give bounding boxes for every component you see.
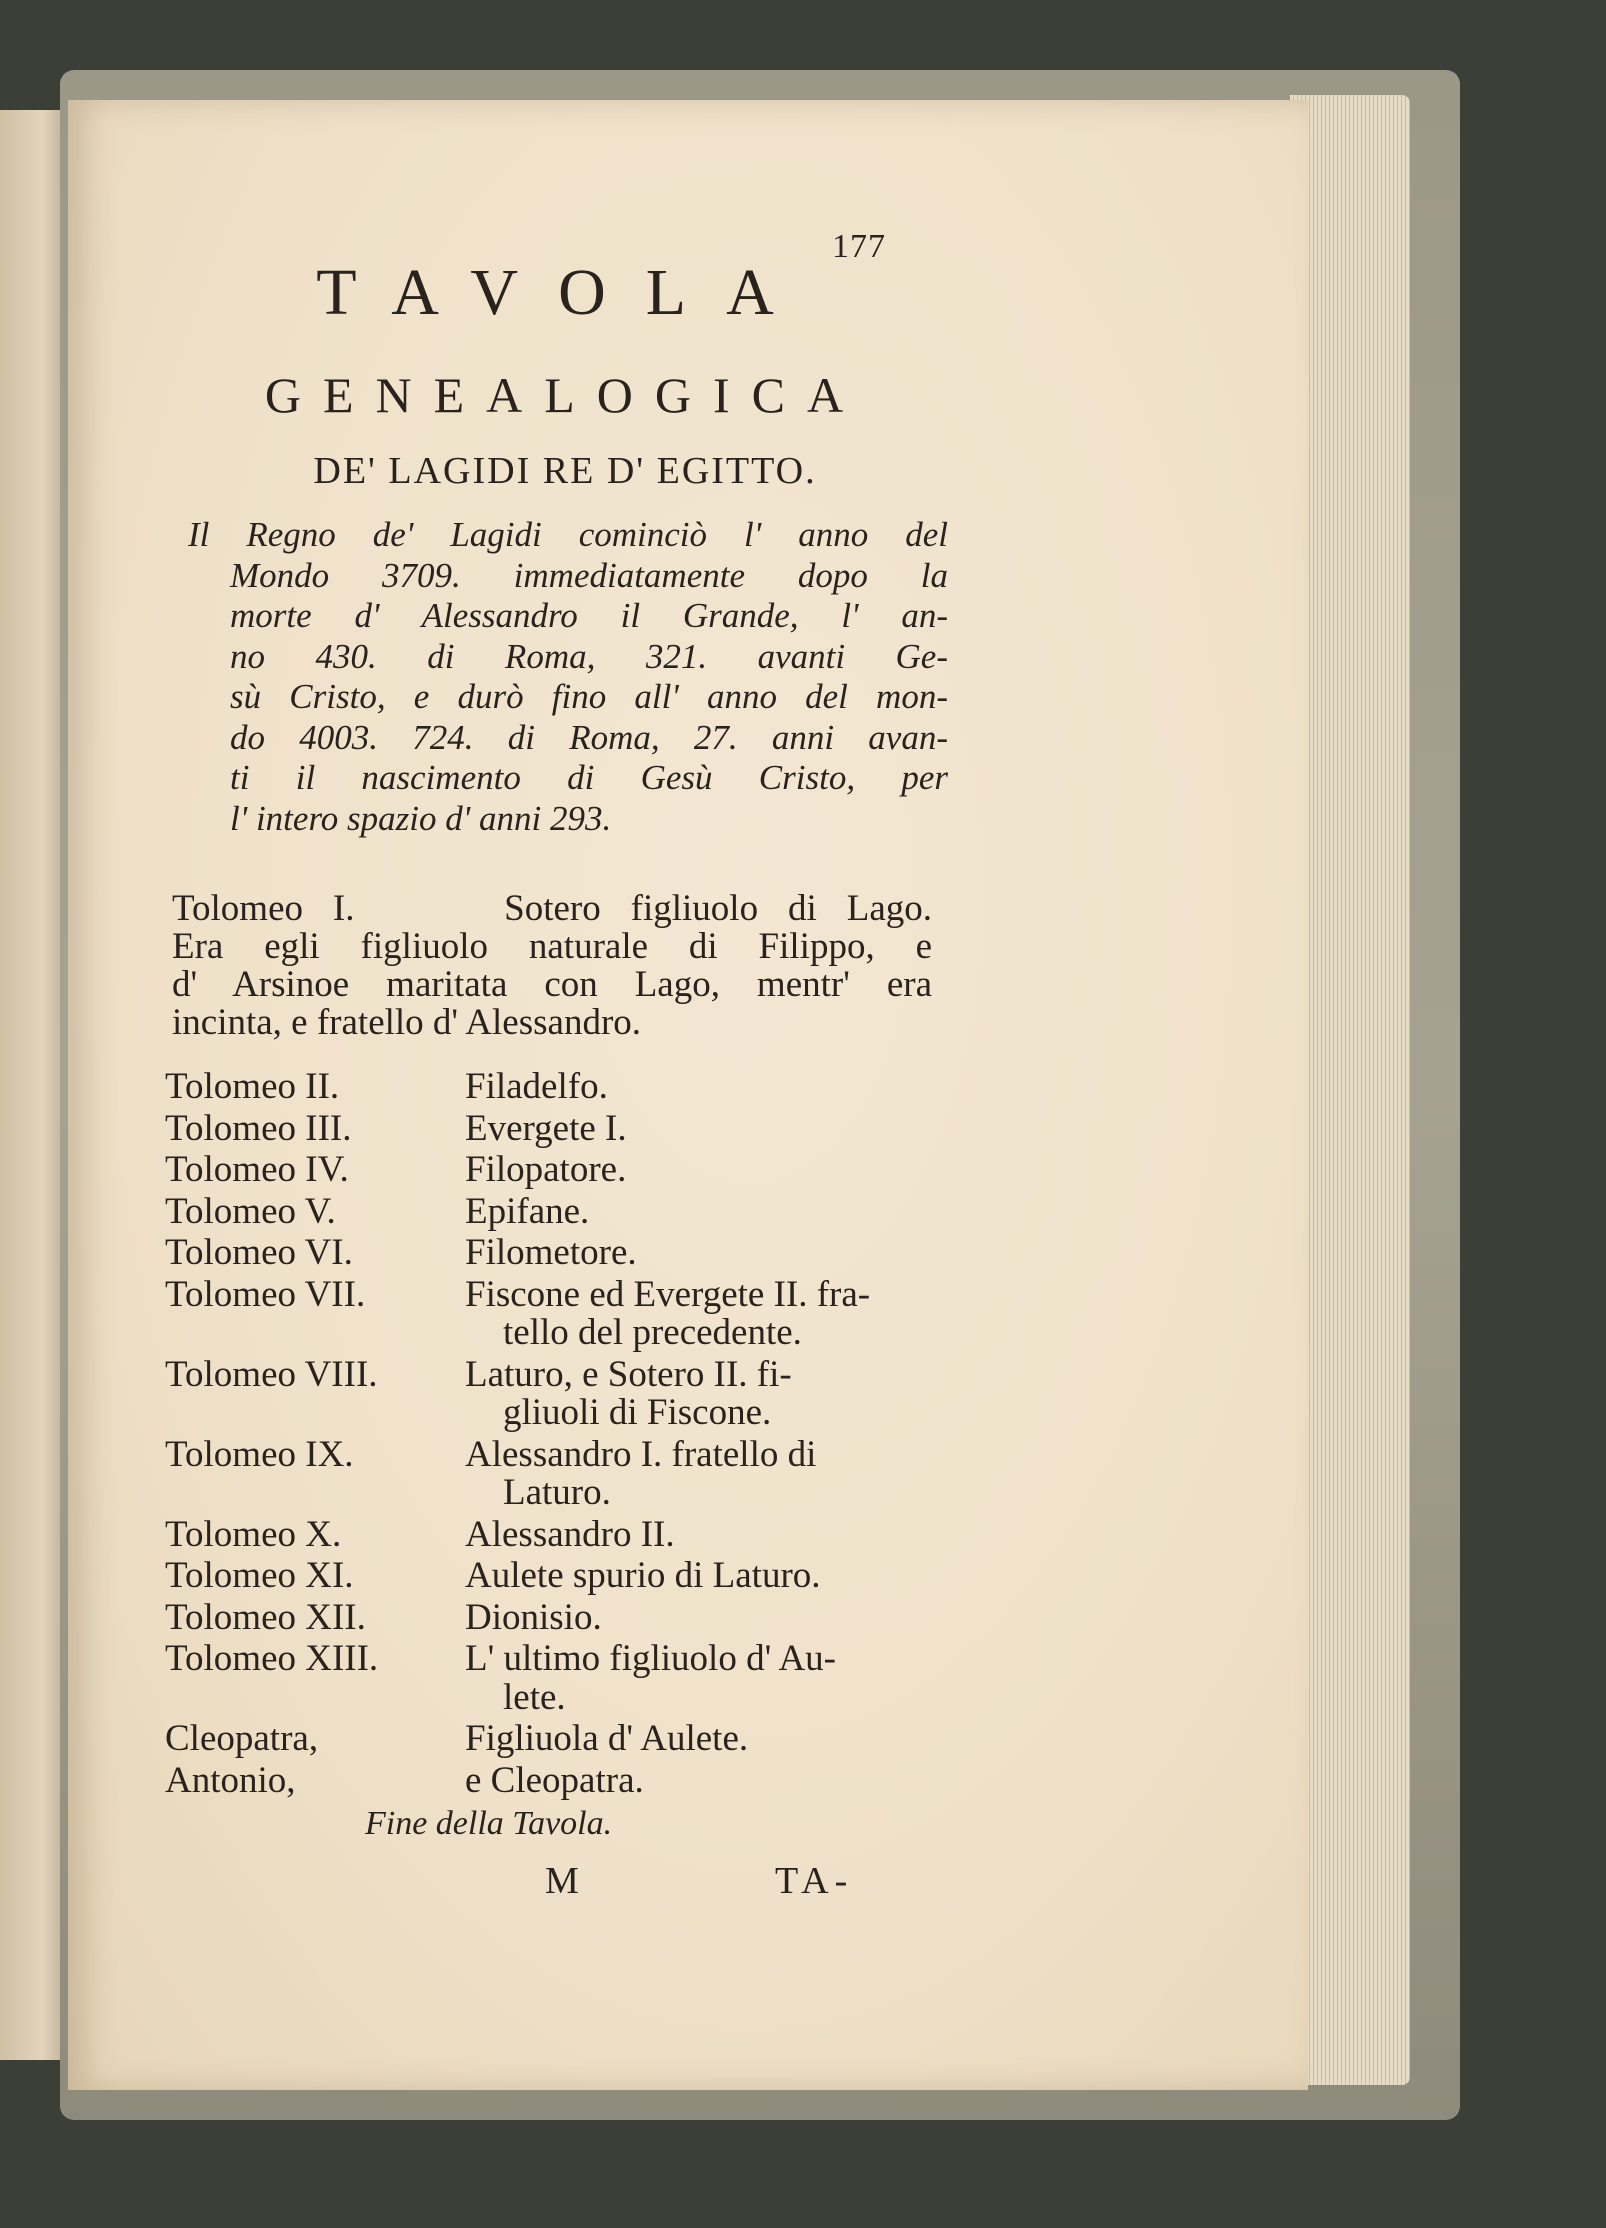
para-line: incinta, e fratello d' Alessandro.	[172, 1002, 642, 1043]
table-row	[165, 1557, 965, 1596]
ruler-description	[465, 1513, 925, 1555]
ruler-description	[465, 1596, 925, 1638]
ruler-name: Antonio,	[165, 1759, 296, 1801]
table-row	[165, 1273, 965, 1353]
para-line: Era egli figliuolo naturale di Filippo, e	[172, 926, 932, 967]
description-line: Evergete I.	[465, 1107, 627, 1149]
description-line: Laturo, e Sotero II. fi-	[465, 1353, 792, 1395]
description-line: lete.	[503, 1676, 566, 1718]
intro-line: ti il nascimento di Gesù Cristo, per	[230, 758, 948, 797]
ruler-name: Tolomeo V.	[165, 1190, 336, 1232]
ruler-name: Tolomeo X.	[165, 1513, 342, 1555]
end-note: Fine della Tavola.	[365, 1805, 613, 1842]
description-line: e Cleopatra.	[465, 1759, 644, 1801]
ruler-name: Tolomeo XI.	[165, 1555, 354, 1596]
description-line: Alessandro I. fratello di	[465, 1433, 817, 1475]
ruler-description	[465, 1273, 925, 1353]
intro-line: morte d' Alessandro il Grande, l' an-	[230, 596, 948, 635]
ruler-name: Tolomeo XII.	[165, 1596, 366, 1638]
intro-line: sù Cristo, e durò fino all' anno del mon-	[230, 677, 948, 716]
table-row	[165, 1640, 965, 1717]
ruler-description	[465, 1151, 925, 1190]
first-entry-paragraph	[172, 890, 932, 1042]
description-line: Filadelfo.	[465, 1066, 608, 1107]
ruler-name: Tolomeo VIII.	[165, 1353, 378, 1395]
description-line: Figliuola d' Aulete.	[465, 1718, 749, 1759]
ruler-description	[465, 1234, 925, 1273]
description-line: Filopatore.	[465, 1149, 627, 1190]
intro-line: no 430. di Roma, 321. avanti Ge-	[230, 636, 948, 676]
table-row	[165, 1107, 965, 1149]
ruler-name: Tolomeo VII.	[165, 1273, 366, 1315]
ruler-name: Tolomeo XIII.	[165, 1638, 379, 1679]
intro-paragraph	[188, 515, 948, 839]
title-subtitle: DE' LAGIDI RE D' EGITTO.	[313, 450, 817, 492]
table-row	[165, 1513, 965, 1555]
table-row	[165, 1720, 965, 1759]
ruler-description	[465, 1557, 925, 1596]
para-line: Tolomeo I. Sotero figliuolo di Lago.	[172, 888, 932, 929]
table-row	[165, 1068, 965, 1107]
ruler-name: Tolomeo IX.	[165, 1433, 354, 1475]
description-line: tello del precedente.	[503, 1312, 802, 1353]
table-row	[165, 1151, 965, 1190]
table-row	[165, 1234, 965, 1273]
ruler-name: Tolomeo II.	[165, 1066, 340, 1107]
description-line: L' ultimo figliuolo d' Au-	[465, 1638, 836, 1679]
intro-line: do 4003. 724. di Roma, 27. anni avan-	[230, 717, 948, 757]
genealogy-table	[165, 1068, 965, 1803]
ruler-name: Tolomeo III.	[165, 1107, 352, 1149]
table-row	[165, 1353, 965, 1433]
table-row	[165, 1759, 965, 1801]
table-row	[165, 1433, 965, 1513]
table-row	[165, 1190, 965, 1232]
page-block-edges	[1290, 95, 1410, 2085]
intro-line: Mondo 3709. immediatamente dopo la	[230, 555, 948, 595]
description-line: gliuoli di Fiscone.	[503, 1392, 772, 1433]
ruler-description	[465, 1107, 925, 1149]
ruler-description	[465, 1068, 925, 1107]
page-number: 177	[832, 228, 886, 265]
ruler-name: Tolomeo IV.	[165, 1149, 349, 1190]
intro-line: l' intero spazio d' anni 293.	[230, 798, 612, 838]
ruler-name: Cleopatra,	[165, 1718, 319, 1759]
catchword: TA-	[775, 1860, 854, 1902]
description-line: Dionisio.	[465, 1596, 602, 1638]
description-line: Alessandro II.	[465, 1513, 675, 1555]
title-tavola: TAVOLA	[316, 256, 814, 329]
description-line: Epifane.	[465, 1190, 590, 1232]
description-line: Aulete spurio di Laturo.	[465, 1555, 821, 1596]
ruler-description	[465, 1720, 925, 1759]
ruler-description	[465, 1759, 925, 1801]
intro-line: Il Regno de' Lagidi cominciò l' anno del	[188, 515, 948, 554]
title-genealogica: GENEALOGICA	[264, 367, 866, 423]
table-row	[165, 1596, 965, 1638]
ruler-description	[465, 1433, 925, 1513]
ruler-description	[465, 1190, 925, 1232]
signature-mark: M	[545, 1860, 579, 1902]
ruler-name: Tolomeo VI.	[165, 1232, 353, 1273]
description-line: Laturo.	[503, 1472, 611, 1513]
ruler-description	[465, 1640, 925, 1717]
para-line: d' Arsinoe maritata con Lago, mentr' era	[172, 964, 932, 1005]
ruler-description	[465, 1353, 925, 1433]
description-line: Fiscone ed Evergete II. fra-	[465, 1273, 871, 1315]
description-line: Filometore.	[465, 1232, 637, 1273]
